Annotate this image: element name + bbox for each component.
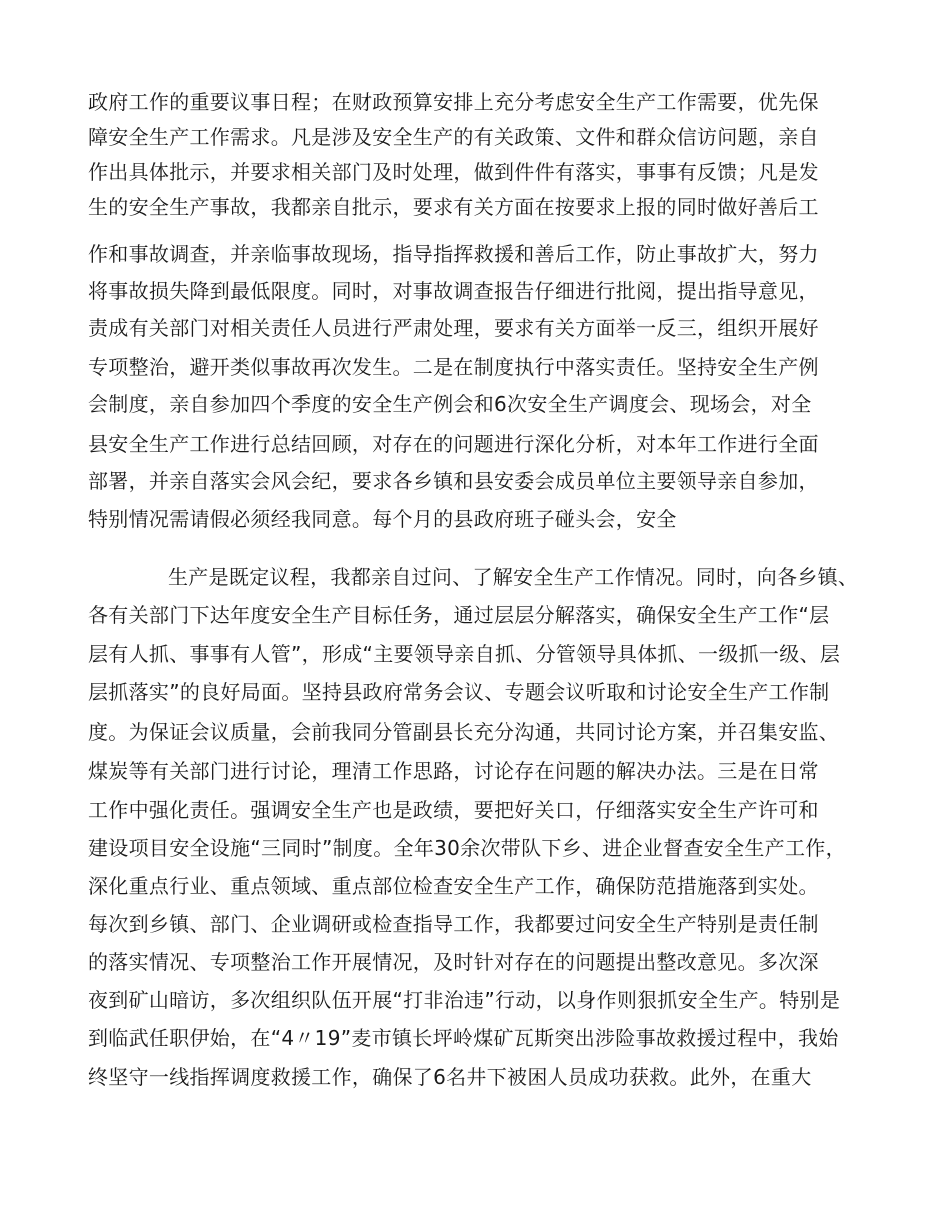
text-line: 政府工作的重要议事日程；在财政预算安排上充分考虑安全生产工作需要，优先保: [88, 90, 819, 114]
text-line: 层抓落实”的良好局面。坚持县政府常务会议、专题会议听取和讨论安全生产工作制: [88, 680, 830, 704]
text-line: 县安全生产工作进行总结回顾，对存在的问题进行深化分析，对本年工作进行全面: [88, 432, 819, 456]
text-line: 特别情况需请假必须经我同意。每个月的县政府班子碰头会，安全: [88, 507, 677, 531]
text-line: 建设项目安全设施“三同时”制度。全年30余次带队下乡、进企业督查安全生产工作，: [88, 836, 846, 860]
text-line: 作和事故调查，并亲临事故现场，指导指挥救援和善后工作，防止事故扩大，努力: [88, 242, 819, 266]
text-line: 会制度，亲自参加四个季度的安全生产例会和6次安全生产调度会、现场会，对全: [88, 392, 812, 416]
paragraph-first-line: 生产是既定议程，我都亲自过问、了解安全生产工作情况。同时，向各乡镇、: [168, 565, 859, 589]
text-line: 到临武任职伊始，在“4〃19”麦市镇长坪岭煤矿瓦斯突出涉险事故救援过程中，我始: [88, 1026, 839, 1050]
text-line: 部署，并亲自落实会风会纪，要求各乡镇和县安委会成员单位主要领导亲自参加，: [88, 469, 819, 493]
text-line: 层有人抓、事事有人管”，形成“主要领导亲自抓、分管领导具体抓、一级抓一级、层: [88, 642, 841, 666]
text-line: 各有关部门下达年度安全生产目标任务，通过层层分解落实，确保安全生产工作“层: [88, 603, 830, 627]
text-line: 终坚守一线指挥调度救援工作，确保了6名井下被困人员成功获救。此外，在重大: [88, 1065, 812, 1089]
text-line: 夜到矿山暗访，多次组织队伍开展“打非治违”行动，以身作则狠抓安全生产。特别是: [88, 988, 841, 1012]
text-line: 工作中强化责任。强调安全生产也是政绩，要把好关口，仔细落实安全生产许可和: [88, 798, 819, 822]
text-line: 度。为保证会议质量，会前我同分管副县长充分沟通，共同讨论方案，并召集安监、: [88, 720, 840, 744]
text-line: 煤炭等有关部门进行讨论，理清工作思路，讨论存在问题的解决办法。三是在日常: [88, 759, 819, 783]
text-line: 作出具体批示，并要求相关部门及时处理，做到件件有落实，事事有反馈；凡是发: [88, 160, 819, 184]
text-line: 专项整治，避开类似事故再次发生。二是在制度执行中落实责任。坚持安全生产例: [88, 355, 819, 379]
text-line: 深化重点行业、重点领域、重点部位检查安全生产工作，确保防范措施落到实处。: [88, 874, 819, 898]
text-line: 将事故损失降到最低限度。同时，对事故调查报告仔细进行批阅，提出指导意见，: [88, 279, 819, 303]
text-line: 每次到乡镇、部门、企业调研或检查指导工作，我都要过问安全生产特别是责任制: [88, 912, 819, 936]
text-line: 生的安全生产事故，我都亲自批示，要求有关方面在按要求上报的同时做好善后工: [88, 195, 819, 219]
text-line: 的落实情况、专项整治工作开展情况，及时针对存在的问题提出整改意见。多次深: [88, 950, 819, 974]
text-line: 障安全生产工作需求。凡是涉及安全生产的有关政策、文件和群众信访问题，亲自: [88, 125, 819, 149]
text-line: 责成有关部门对相关责任人员进行严肃处理，要求有关方面举一反三，组织开展好: [88, 316, 819, 340]
